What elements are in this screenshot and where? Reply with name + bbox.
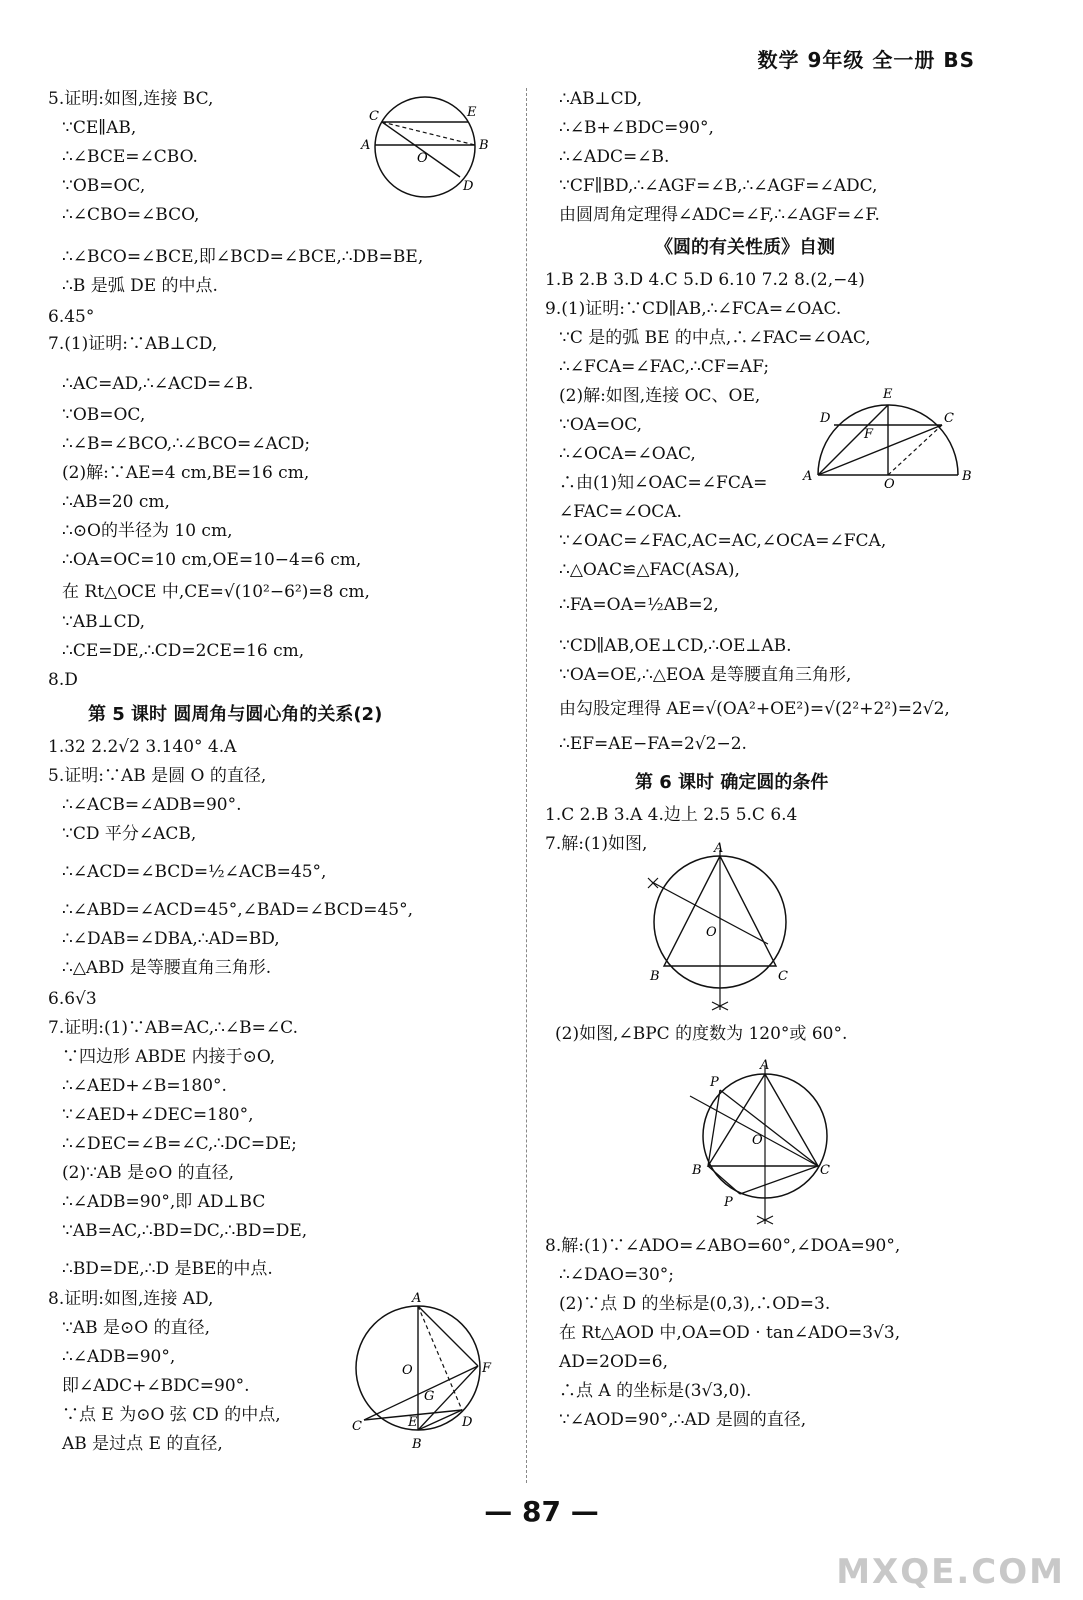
text-line: ∴FA=OA=½AB=2, bbox=[559, 595, 719, 615]
section-title: 第 5 课时 圆周角与圆心角的关系(2) bbox=[88, 704, 383, 725]
page-header: 数学 9年级 全一册 BS bbox=[757, 48, 975, 72]
text-line: ∵OA=OE,∴△EOA 是等腰直角三角形, bbox=[559, 665, 852, 685]
section-title: 《圆的有关性质》自测 bbox=[655, 237, 835, 258]
text-line: ∴OA=OC=10 cm,OE=10−4=6 cm, bbox=[62, 550, 362, 570]
text-line: ∠FAC=∠OCA. bbox=[559, 502, 682, 522]
text-line: ∴B 是弧 DE 的中点. bbox=[62, 276, 218, 296]
text-line: ∴∠AED+∠B=180°. bbox=[62, 1076, 227, 1096]
text-line: 1.32 2.2√2 3.140° 4.A bbox=[48, 737, 237, 757]
figure-circumcircle-1 bbox=[640, 840, 810, 1020]
text-line: ∴△ABD 是等腰直角三角形. bbox=[62, 958, 272, 978]
text-line: ∵CD 平分∠ACB, bbox=[62, 824, 197, 844]
text-line: ∴⊙O的半径为 10 cm, bbox=[62, 521, 233, 541]
text-line: ∴△OAC≌△FAC(ASA), bbox=[559, 560, 740, 580]
text-line: 5.证明:如图,连接 BC, bbox=[48, 89, 214, 109]
point-label: O bbox=[706, 925, 717, 940]
text-line: 由勾股定理得 AE=√(OA²+OE²)=√(2²+2²)=2√2, bbox=[559, 699, 950, 719]
text-line: ∴∠B=∠BCO,∴∠BCO=∠ACD; bbox=[62, 434, 311, 454]
text-line: ∴∠ADB=90°, bbox=[62, 1347, 176, 1367]
text-line: ∴BD=DE,∴D 是BE的中点. bbox=[62, 1259, 273, 1279]
point-label: B bbox=[479, 138, 489, 153]
text-line: ∴AC=AD,∴∠ACD=∠B. bbox=[62, 374, 254, 394]
figure-circle-ce-ab bbox=[355, 92, 495, 202]
point-label: B bbox=[962, 469, 972, 484]
text-line: ∵CF∥BD,∴∠AGF=∠B,∴∠AGF=∠ADC, bbox=[559, 176, 878, 196]
point-label: O bbox=[417, 151, 428, 166]
text-line: ∴EF=AE−FA=2√2−2. bbox=[559, 734, 747, 754]
text-line: (2)解:如图,连接 OC、OE, bbox=[559, 386, 761, 406]
text-line: ∴CE=DE,∴CD=2CE=16 cm, bbox=[62, 641, 305, 661]
point-label: C bbox=[820, 1163, 830, 1178]
text-line: ∵∠AOD=90°,∴AD 是圆的直径, bbox=[559, 1410, 807, 1430]
point-label: A bbox=[714, 841, 724, 856]
text-line: AD=2OD=6, bbox=[559, 1352, 668, 1372]
point-label: O bbox=[884, 477, 895, 490]
text-line: ∵CD∥AB,OE⊥CD,∴OE⊥AB. bbox=[559, 636, 792, 656]
text-line: ∵四边形 ABDE 内接于⊙O, bbox=[62, 1047, 276, 1067]
text-line: ∴由(1)知∠OAC=∠FCA= bbox=[559, 473, 768, 493]
text-line: ∴∠DEC=∠B=∠C,∴DC=DE; bbox=[62, 1134, 297, 1154]
point-label: A bbox=[361, 138, 371, 153]
section-title: 第 6 课时 确定圆的条件 bbox=[635, 772, 829, 793]
text-line: 8.证明:如图,连接 AD, bbox=[48, 1289, 214, 1309]
point-label: B bbox=[650, 969, 660, 984]
page-number: — 87 — bbox=[484, 1495, 599, 1528]
text-line: ∵AB=AC,∴BD=DC,∴BD=DE, bbox=[62, 1221, 308, 1241]
text-line: ∴AB⊥CD, bbox=[559, 89, 643, 109]
text-line: ∴∠FCA=∠FAC,∴CF=AF; bbox=[559, 357, 770, 377]
figure-circle-diameter bbox=[350, 1288, 500, 1458]
text-line: (2)∵点 D 的坐标是(0,3),∴OD=3. bbox=[559, 1294, 831, 1314]
figure-circumcircle-2 bbox=[680, 1052, 850, 1232]
point-label: E bbox=[408, 1415, 418, 1430]
text-line: AB 是过点 E 的直径, bbox=[62, 1434, 223, 1454]
text-line: ∵OB=OC, bbox=[62, 405, 146, 425]
text-line: 6.6√3 bbox=[48, 989, 97, 1009]
point-label: E bbox=[883, 387, 893, 402]
text-line: 在 Rt△AOD 中,OA=OD · tan∠ADO=3√3, bbox=[559, 1323, 901, 1343]
text-line: 1.B 2.B 3.D 4.C 5.D 6.10 7.2 8.(2,−4) bbox=[545, 270, 865, 290]
text-line: ∵∠OAC=∠FAC,AC=AC,∠OCA=∠FCA, bbox=[559, 531, 887, 551]
point-label: E bbox=[467, 105, 477, 120]
text-line: ∴∠DAB=∠DBA,∴AD=BD, bbox=[62, 929, 280, 949]
text-line: 8.解:(1)∵∠ADO=∠ABO=60°,∠DOA=90°, bbox=[545, 1236, 901, 1256]
figure-semicircle bbox=[800, 380, 980, 490]
text-line: 1.C 2.B 3.A 4.边上 2.5 5.C 6.4 bbox=[545, 805, 798, 825]
point-label: O bbox=[402, 1363, 413, 1378]
text-line: 7.解:(1)如图, bbox=[545, 834, 648, 854]
text-line: 7.证明:(1)∵AB=AC,∴∠B=∠C. bbox=[48, 1018, 298, 1038]
text-line: 7.(1)证明:∵AB⊥CD, bbox=[48, 334, 218, 354]
text-line: ∴点 A 的坐标是(3√3,0). bbox=[559, 1381, 752, 1401]
point-label: C bbox=[944, 411, 954, 426]
text-line: ∴∠ACD=∠BCD=½∠ACB=45°, bbox=[62, 862, 327, 882]
text-line: ∵OB=OC, bbox=[62, 176, 146, 196]
point-label: B bbox=[412, 1437, 422, 1452]
text-line: 即∠ADC+∠BDC=90°. bbox=[62, 1376, 250, 1396]
point-label: P bbox=[710, 1075, 719, 1090]
text-line: ∴∠B+∠BDC=90°, bbox=[559, 118, 714, 138]
point-label: C bbox=[369, 109, 379, 124]
point-label: C bbox=[352, 1419, 362, 1434]
watermark: MXQE.COM bbox=[836, 1552, 1065, 1592]
text-line: ∵OA=OC, bbox=[559, 415, 643, 435]
text-line: 8.D bbox=[48, 670, 78, 690]
point-label: B bbox=[692, 1163, 702, 1178]
text-line: ∴∠DAO=30°; bbox=[559, 1265, 675, 1285]
text-line: ∴∠BCO=∠BCE,即∠BCD=∠BCE,∴DB=BE, bbox=[62, 247, 424, 267]
text-line: ∵∠AED+∠DEC=180°, bbox=[62, 1105, 254, 1125]
text-line: ∴∠CBO=∠BCO, bbox=[62, 205, 200, 225]
text-line: ∴∠OCA=∠OAC, bbox=[559, 444, 696, 464]
text-line: ∴∠ACB=∠ADB=90°. bbox=[62, 795, 242, 815]
text-line: 9.(1)证明:∵CD∥AB,∴∠FCA=∠OAC. bbox=[545, 299, 842, 319]
point-label: A bbox=[412, 1291, 422, 1306]
text-line: (2)∵AB 是⊙O 的直径, bbox=[62, 1163, 235, 1183]
text-line: 由圆周角定理得∠ADC=∠F,∴∠AGF=∠F. bbox=[559, 205, 880, 225]
text-line: ∴∠ADC=∠B. bbox=[559, 147, 670, 167]
text-line: ∵C 是的弧 BE 的中点,∴∠FAC=∠OAC, bbox=[559, 328, 871, 348]
text-line: 6.45° bbox=[48, 307, 95, 327]
text-line: 5.证明:∵AB 是圆 O 的直径, bbox=[48, 766, 267, 786]
point-label: A bbox=[760, 1058, 770, 1073]
text-line: (2)如图,∠BPC 的度数为 120°或 60°. bbox=[555, 1024, 848, 1044]
text-line: (2)解:∵AE=4 cm,BE=16 cm, bbox=[62, 463, 310, 483]
text-line: 在 Rt△OCE 中,CE=√(10²−6²)=8 cm, bbox=[62, 582, 370, 602]
point-label: O bbox=[752, 1133, 763, 1148]
point-label: D bbox=[463, 179, 474, 194]
text-line: ∴∠ABD=∠ACD=45°,∠BAD=∠BCD=45°, bbox=[62, 900, 413, 920]
point-label: G bbox=[424, 1389, 435, 1404]
text-line: ∵CE∥AB, bbox=[62, 118, 137, 138]
point-label: F bbox=[864, 427, 874, 442]
text-line: ∵点 E 为⊙O 弦 CD 的中点, bbox=[62, 1405, 281, 1425]
point-label: D bbox=[820, 411, 831, 426]
column-divider bbox=[526, 88, 527, 1483]
point-label: P bbox=[724, 1195, 733, 1210]
text-line: ∴∠ADB=90°,即 AD⊥BC bbox=[62, 1192, 266, 1212]
point-label: C bbox=[778, 969, 788, 984]
point-label: D bbox=[462, 1415, 473, 1430]
text-line: ∴∠BCE=∠CBO. bbox=[62, 147, 198, 167]
text-line: ∵AB 是⊙O 的直径, bbox=[62, 1318, 210, 1338]
point-label: A bbox=[803, 469, 813, 484]
text-line: ∵AB⊥CD, bbox=[62, 612, 146, 632]
text-line: ∴AB=20 cm, bbox=[62, 492, 170, 512]
point-label: F bbox=[482, 1361, 492, 1376]
